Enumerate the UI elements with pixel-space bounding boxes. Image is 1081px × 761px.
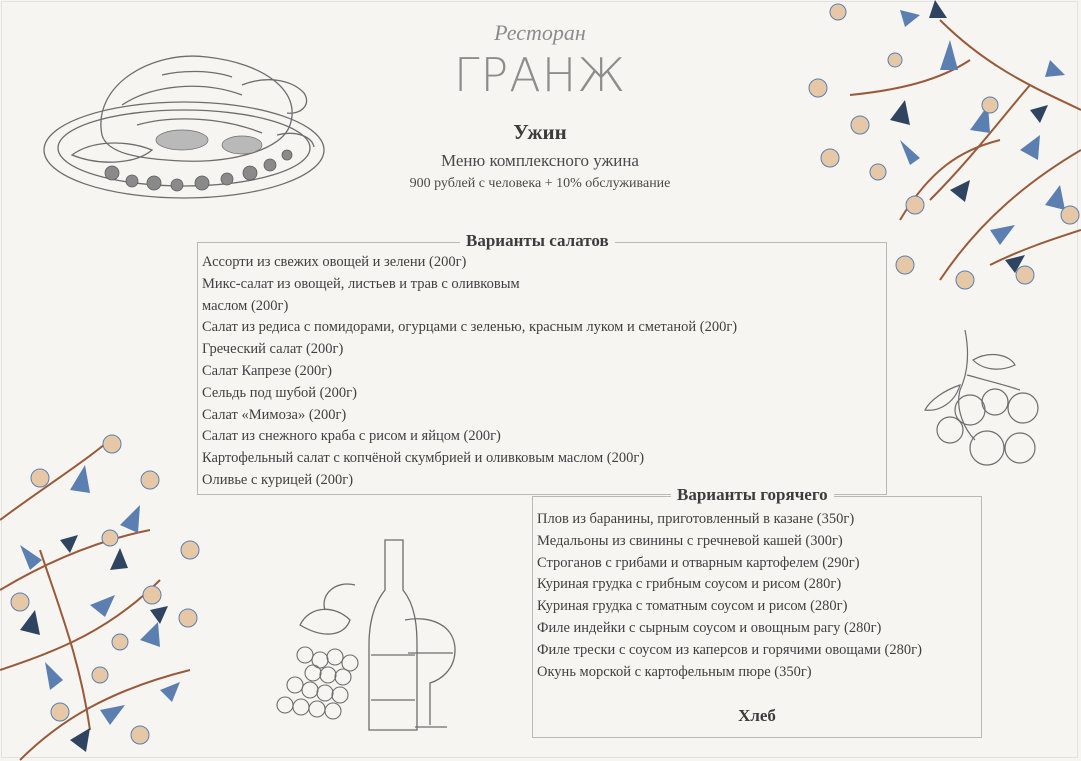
menu-title: Меню комплексного ужина xyxy=(441,151,639,170)
hot-dish-item: Медальоны из свинины с гречневой кашей (300г) xyxy=(537,532,843,549)
salad-item: Сельдь под шубой (200г) xyxy=(202,384,357,401)
hot-dishes-list xyxy=(537,509,922,683)
salad-item: Греческий салат (200г) xyxy=(202,341,344,358)
hot-dish-item: Филе индейки с сырным соусом и овощным рагу (280г) xyxy=(537,619,882,636)
salad-item: Картофельный салат с копчёной скумбрией и оливковым маслом (200г) xyxy=(202,450,645,467)
hot-dishes-heading: Варианты горячего xyxy=(671,485,834,505)
salad-item: маслом (200г) xyxy=(202,297,289,314)
roast-chicken-illustration xyxy=(42,45,332,205)
salad-item: Ассорти из свежих овощей и зелени (200г) xyxy=(202,254,467,270)
hot-dish-item: Окунь морской с картофельным пюре (350г) xyxy=(537,663,812,680)
salads-list xyxy=(202,252,737,492)
hot-dishes-section xyxy=(532,485,982,738)
hot-dish-item: Строганов с грибами и отварным картофелем (290г) xyxy=(537,554,860,571)
price-note: 900 рублей с человека + 10% обслуживание xyxy=(409,176,671,191)
salads-section xyxy=(197,231,887,495)
meal-title: Ужин xyxy=(513,120,567,144)
hot-dish-item: Плов из баранины, приготовленный в казане (350г) xyxy=(537,511,855,527)
salad-item: Салат Капрезе (200г) xyxy=(202,362,332,379)
hot-dish-item: Филе трески с соусом из каперсов и горячими овощами (280г) xyxy=(537,641,922,658)
salad-item: Салат «Мимоза» (200г) xyxy=(202,406,347,423)
hot-dish-item: Куриная грудка с грибным соусом и рисом (280г) xyxy=(537,576,842,593)
floral-branch-bottom-left xyxy=(0,430,220,761)
restaurant-subtitle: Ресторан xyxy=(494,20,586,45)
restaurant-name: ГРАНЖ xyxy=(453,48,627,102)
bread-note: Хлеб xyxy=(738,706,776,725)
salad-item: Салат из редиса с помидорами, огурцами с зеленью, красным луком и сметаной (200г) xyxy=(202,319,738,336)
salads-heading: Варианты салатов xyxy=(460,231,615,251)
wine-bottle-grapes-illustration xyxy=(265,535,465,740)
berry-branch-illustration xyxy=(915,330,1050,475)
salad-item: Микс-салат из овощей, листьев и трав с оливковым xyxy=(202,275,520,292)
hot-dish-item: Куриная грудка с томатным соусом и рисом (280г) xyxy=(537,598,848,615)
salad-item: Оливье с курицей (200г) xyxy=(202,471,354,488)
salad-item: Салат из снежного краба с рисом и яйцом (200г) xyxy=(202,428,501,445)
